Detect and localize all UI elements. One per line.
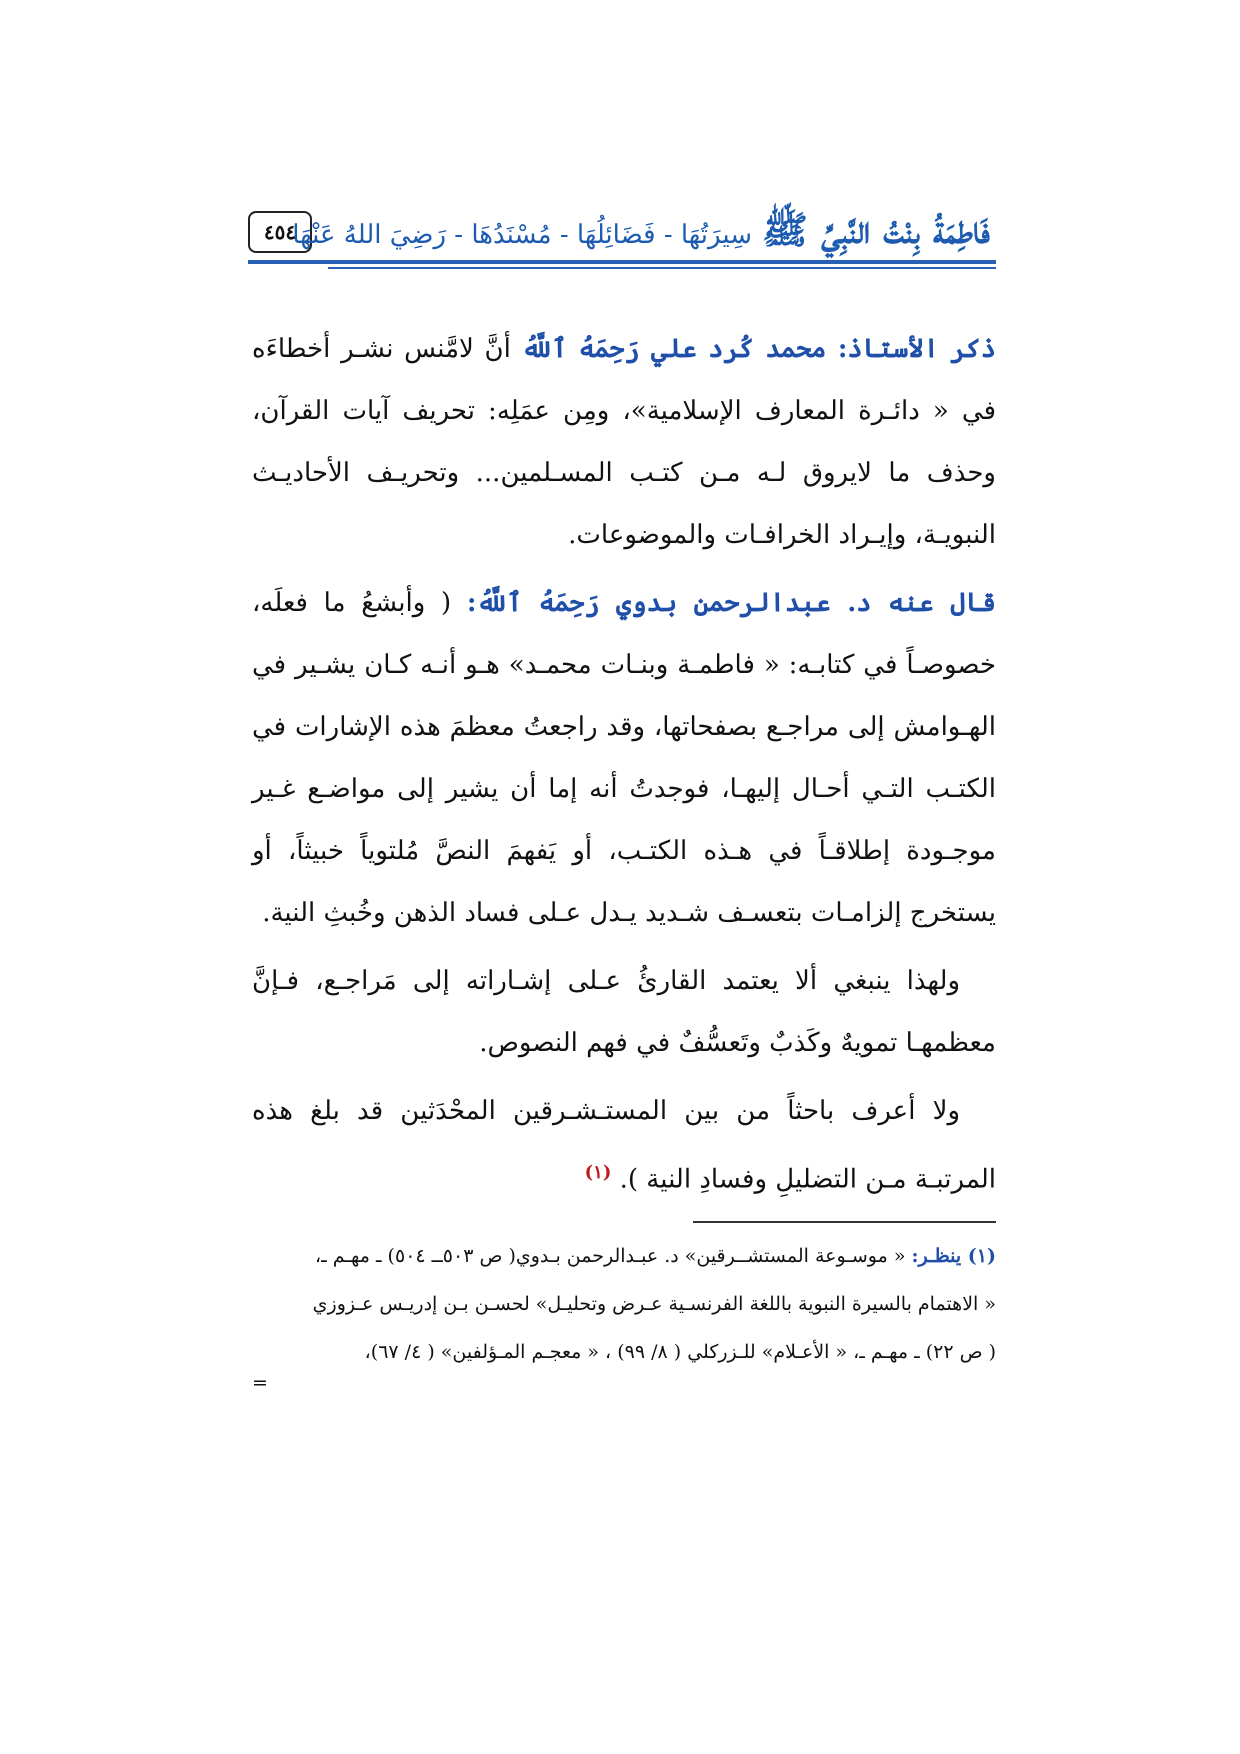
paragraph-1-text: أنَّ لامَّنس نشـر أخطاءَه في « دائـرة المعارف الإسلامية»، ومِن عمَلِه: تحريف آيات القرآن، وحذف ما لايروق لـه مـن كتـب المسـلمين... وتحريـف الأحاديـث النبويـة، وإيـراد الخرافـات والموضوعات.: [252, 334, 997, 550]
footnote-separator: [693, 1221, 996, 1223]
paragraph-2-lead: قال عنه د. عبدالرحمن بدوي رَحِمَهُ ٱللَّهُ:: [466, 588, 996, 618]
footnote-line-1: [252, 1232, 996, 1280]
book-title: [292, 203, 990, 257]
body-text: [252, 318, 996, 1217]
footnote-line-2: « الاهتمام بالسيرة النبوية باللغة الفرنسـية عـرض وتحليـل» لحسـن بـن إدريـس عـزوزي: [312, 1293, 996, 1315]
page-header: [248, 203, 996, 273]
paragraph-4: [252, 1080, 996, 1211]
footnote-reference[interactable]: (١): [584, 1162, 612, 1183]
paragraph-3: ولهذا ينبغي ألا يعتمد القارئُ عـلى إشـاراته إلى مَراجـع، فـإنَّ معظمهـا تمويهٌ وكَذبٌ وتَعسُّفٌ في فهم النصوص.: [252, 966, 996, 1058]
paragraph-1: [252, 318, 996, 566]
footnote-line-3: ( ص ٢٢) ـ مهـم ـ، « الأعـلام» للـزركلي ( ٨/ ٩٩) ، « معجـم المـؤلفين» ( ٤/ ٦٧)،: [364, 1341, 996, 1363]
paragraph-4-text: ولا أعرف باحثاً من بين المستـشـرقين المحْدَثين قد بلغ هذه المرتبـة مـن التضليلِ وفسادِ النية ).: [252, 1096, 996, 1195]
footnote-continuation-mark: =: [252, 1372, 268, 1394]
header-rule-secondary: [328, 267, 996, 269]
paragraph-2-text: ( وأبشعُ ما فعلَه، خصوصـاً في كتابـه: « فاطمـة وبنـات محمـد» هـو أنـه كـان يشـير في الهـوامش إلى مراجـع بصفحاتها، وقد راجعتُ معظمَ هذه الإشارات في الكتـب التـي أحـال إليهـا، فوجدتُ أنه إما أن يشير إلى مواضـع غـير موجـودة إطلاقـاً في هـذه الكتـب، أو يَفهمَ النصَّ مُلتوياً خبيثاً، أو يستخرج إلزامـات بتعسـف شـديد يـدل عـلى فساد الذهن وخُبثِ النية.: [252, 588, 996, 928]
book-title-subtitle: سِيرَتُهَا - فَضَائِلُهَا - مُسْنَدُهَا - رَضِيَ اللهُ عَنْهَا: [292, 220, 752, 250]
page-number: ٤٥٤: [248, 211, 312, 253]
footnote-line-1-text: « موسـوعة المستشــرقين» د. عبـدالرحمن بـدوي( ص ٥٠٣ــ ٥٠٤) ـ مهـم ـ،: [315, 1245, 912, 1267]
footnote-label: (١) ينظـر:: [911, 1245, 996, 1267]
header-rule: [248, 260, 996, 264]
paragraph-1-lead: ذكر الأستاذ: محمد كُرد علي رَحِمَهُ ٱللَّهُ: [521, 334, 996, 364]
paragraph-2: [252, 572, 996, 944]
book-title-main: فَاطِمَةُ بِنْتُ النَّبِيِّ ﷺ: [762, 207, 990, 252]
footnotes: [252, 1232, 996, 1394]
